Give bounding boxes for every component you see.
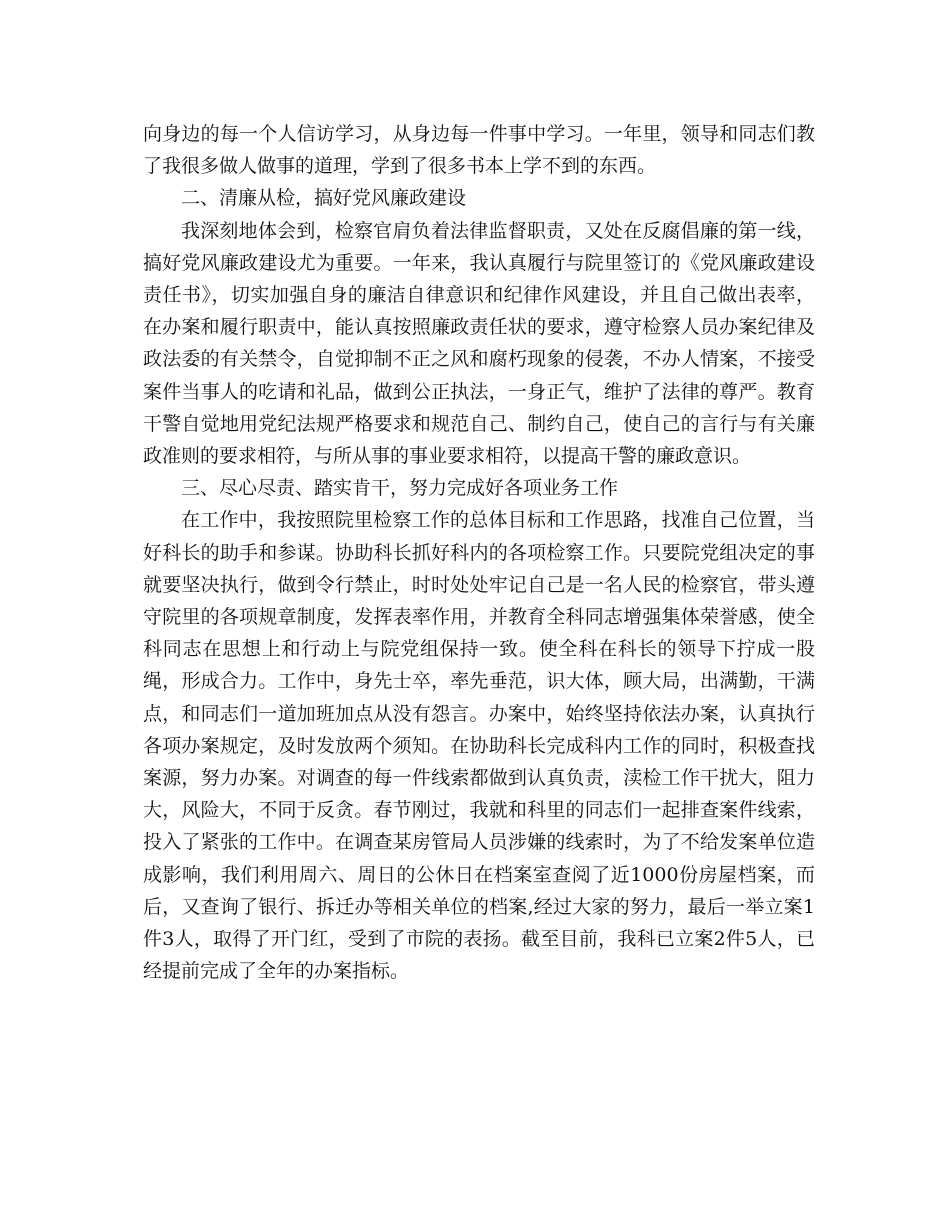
section-heading-2: 二、清廉从检，搞好党风廉政建设 — [181, 187, 467, 210]
paragraph-integrity: 我深刻地体会到，检察官肩负着法律监督职责，又处在反腐倡廉的第一线，搞好党风廉政建设尤为重要。一年来，我认真履行与院里签订的《党风廉政建设责任书》，切实加强自身的廉洁自律意识和纪律作风建设，并且自己做出表率，在办案和履行职责中，能认真按照廉政责任状的要求，遵守检察人员办案纪律及政法委的有关禁令，自觉抑制不正之风和腐朽现象的侵袭，不办人情案，不接受案件当事人的吃请和礼品，做到公正执法，一身正气，维护了法律的尊严。教育干警自觉地用党纪法规严格要求和规范自己、制约自己，使自己的言行与有关廉政准则的要求相符，与所从事的事业要求相符，以提高干警的廉政意识。 — [143, 219, 815, 468]
document-body — [143, 118, 815, 987]
section-heading-3: 三、尽心尽责、踏实肯干，努力完成好各项业务工作 — [181, 477, 619, 500]
paragraph-work: 在工作中，我按照院里检察工作的总体目标和工作思路，找准自己位置，当好科长的助手和参谋。协助科长抓好科内的各项检察工作。只要院党组决定的事就要坚决执行，做到令行禁止，时时处处牢记自己是一名人民的检察官，带头遵守院里的各项规章制度，发挥表率作用，并教育全科同志增强集体荣誉感，使全科同志在思想上和行动上与院党组保持一致。使全科在科长的领导下拧成一股绳，形成合力。工作中，身先士卒，率先垂范，识大体，顾大局，出满勤，干满点，和同志们一道加班加点从没有怨言。办案中，始终坚持依法办案，认真执行各项办案规定，及时发放两个须知。在协助科长完成科内工作的同时，积极查找案源，努力办案。对调查的每一件线索都做到认真负责，渎检工作干扰大，阻力大，风险大，不同于反贪。春节刚过，我就和科里的同志们一起排查案件线索，投入了紧张的工作中。在调查某房管局人员涉嫌的线索时，为了不给发案单位造成影响，我们利用周六、周日的公休日在档案室查阅了近1000份房屋档案，而后，又查询了银行、拆迁办等相关单位的档案,经过大家的努力，最后一举立案1件3人，取得了开门红，受到了市院的表扬。截至目前，我科已立案2件5人，已经提前完成了全年的办案指标。 — [143, 509, 815, 983]
paragraph-intro: 向身边的每一个人信访学习，从身边每一件事中学习。一年里，领导和同志们教了我很多做人做事的道理，学到了很多书本上学不到的东西。 — [143, 123, 815, 178]
